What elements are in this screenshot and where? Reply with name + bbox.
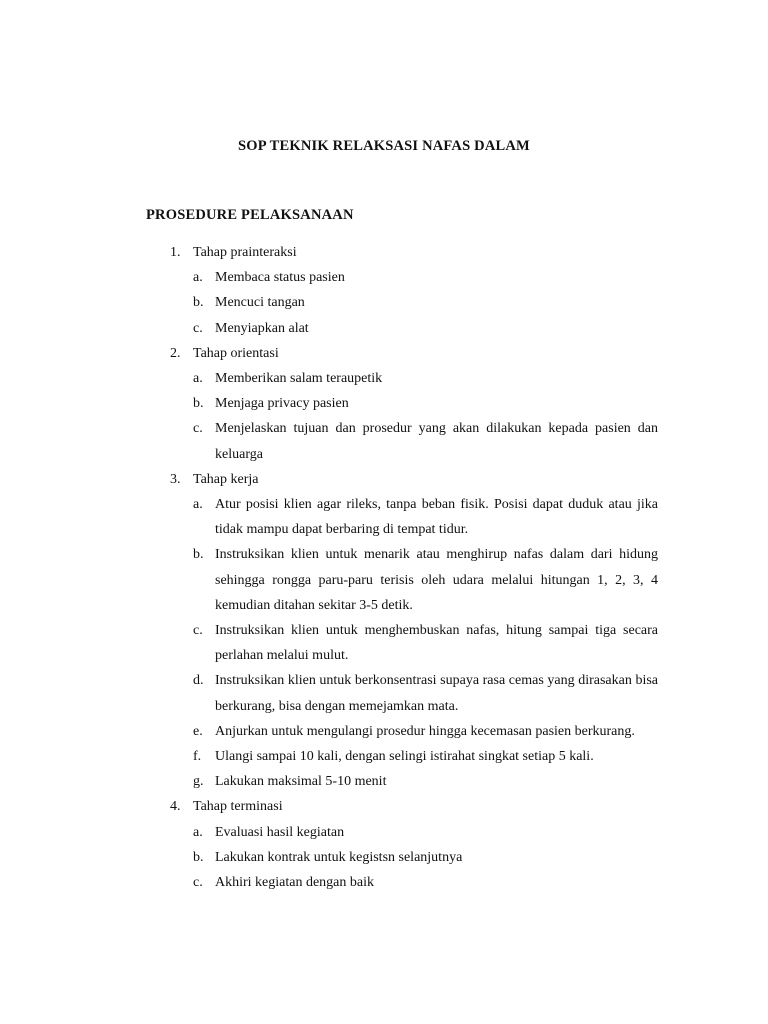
procedure-step-1 bbox=[0, 240, 768, 341]
step-header bbox=[0, 467, 768, 492]
item-text: Lakukan maksimal 5-10 menit bbox=[215, 774, 387, 790]
list-item bbox=[0, 719, 768, 744]
item-letter: b. bbox=[193, 396, 204, 412]
item-letter: b. bbox=[193, 547, 204, 563]
item-text: Instruksikan klien untuk berkonsentrasi supaya rasa cemas yang dirasakan bisa berkurang, bisa dengan memejamkan mata. bbox=[215, 673, 658, 714]
step-number: 3. bbox=[170, 471, 181, 487]
list-item bbox=[0, 366, 768, 391]
item-text: Menyiapkan alat bbox=[215, 320, 309, 336]
item-text: Akhiri kegiatan dengan baik bbox=[215, 875, 375, 891]
item-letter: a. bbox=[193, 270, 203, 286]
procedure-list bbox=[0, 240, 768, 895]
item-text: Instruksikan klien untuk menghembuskan nafas, hitung sampai tiga secara perlahan melalui mulut. bbox=[215, 623, 658, 664]
list-item bbox=[0, 316, 768, 341]
item-text: Lakukan kontrak untuk kegistsn selanjutnya bbox=[215, 849, 463, 865]
item-letter: c. bbox=[193, 320, 203, 336]
list-item bbox=[0, 265, 768, 290]
item-letter: d. bbox=[193, 673, 204, 689]
list-item bbox=[0, 542, 768, 618]
item-letter: a. bbox=[193, 370, 203, 386]
step-label: Tahap terminasi bbox=[193, 799, 283, 815]
list-item bbox=[0, 820, 768, 845]
item-text: Menjelaskan tujuan dan prosedur yang akan dilakukan kepada pasien dan keluarga bbox=[215, 421, 658, 462]
item-letter: a. bbox=[193, 824, 203, 840]
item-letter: g. bbox=[193, 774, 204, 790]
document-title: SOP TEKNIK RELAKSASI NAFAS DALAM bbox=[238, 138, 530, 154]
item-letter: c. bbox=[193, 623, 203, 638]
procedure-step-4 bbox=[0, 794, 768, 895]
section-heading: PROSEDURE PELAKSANAAN bbox=[146, 207, 354, 223]
step-label: Tahap orientasi bbox=[193, 345, 279, 361]
list-item bbox=[0, 492, 768, 542]
list-item bbox=[0, 845, 768, 870]
item-letter: c. bbox=[193, 875, 203, 891]
item-letter: a. bbox=[193, 496, 203, 512]
list-item bbox=[0, 618, 768, 668]
list-item bbox=[0, 870, 768, 895]
item-text: Atur posisi klien agar rileks, tanpa beban fisik. Posisi dapat duduk atau jika tidak mampu dapat berbaring di tempat tidur. bbox=[215, 496, 658, 538]
item-letter: f. bbox=[193, 749, 202, 765]
item-text: Instruksikan klien untuk menarik atau menghirup nafas dalam dari hidung sehingga rongga paru-paru terisis oleh udara melalui hitungan 1, 2, 3, 4 kemudian ditahan sekitar 3-5 detik. bbox=[215, 547, 658, 613]
list-item bbox=[0, 391, 768, 416]
item-text: Menjaga privacy pasien bbox=[215, 396, 349, 412]
item-text: Memberikan salam teraupetik bbox=[215, 370, 383, 386]
procedure-step-2 bbox=[0, 341, 768, 467]
item-letter: e. bbox=[193, 723, 203, 739]
list-item bbox=[0, 416, 768, 466]
item-letter: b. bbox=[193, 295, 204, 311]
step-number: 1. bbox=[170, 245, 181, 260]
step-number: 4. bbox=[170, 799, 181, 815]
list-item bbox=[0, 769, 768, 794]
procedure-step-3 bbox=[0, 467, 768, 795]
item-letter: c. bbox=[193, 421, 203, 437]
step-header bbox=[0, 794, 768, 819]
list-item bbox=[0, 744, 768, 769]
step-number: 2. bbox=[170, 345, 181, 361]
item-text: Evaluasi hasil kegiatan bbox=[215, 824, 345, 840]
item-text: Anjurkan untuk mengulangi prosedur hingga kecemasan pasien berkurang. bbox=[215, 723, 635, 739]
step-header bbox=[0, 240, 768, 265]
step-label: Tahap prainteraksi bbox=[193, 245, 297, 260]
step-header bbox=[0, 341, 768, 366]
list-item bbox=[0, 290, 768, 315]
item-text: Membaca status pasien bbox=[215, 270, 345, 286]
item-text: Mencuci tangan bbox=[215, 295, 305, 311]
list-item bbox=[0, 668, 768, 718]
item-letter: b. bbox=[193, 849, 204, 865]
item-text: Ulangi sampai 10 kali, dengan selingi istirahat singkat setiap 5 kali. bbox=[215, 749, 594, 765]
step-label: Tahap kerja bbox=[193, 471, 259, 487]
